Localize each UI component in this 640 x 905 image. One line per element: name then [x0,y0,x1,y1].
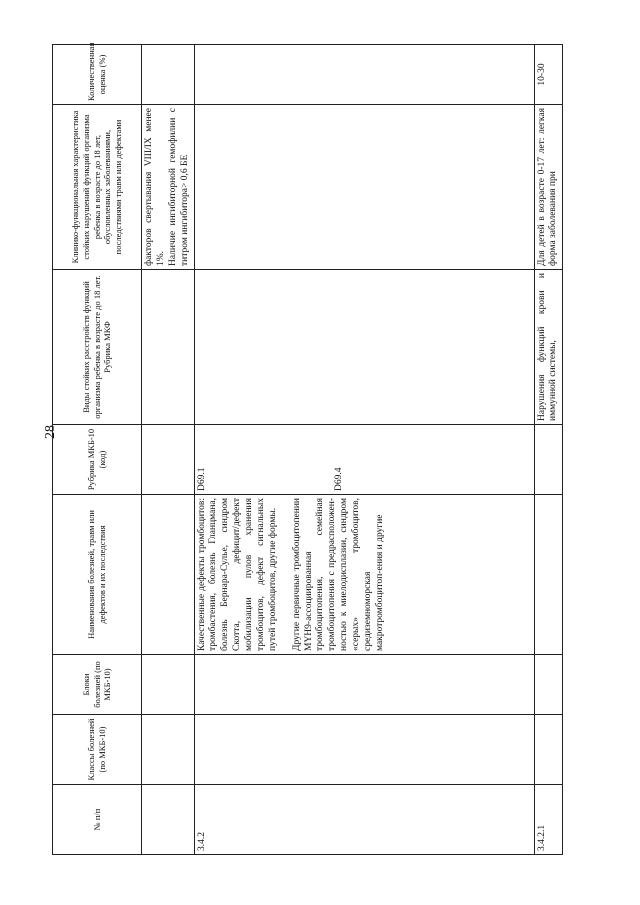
header-clinical: Клинико-функциональная характеристика стойких нарушений функций организма ребенка в возрасте до 18 лет, обусловленных заболеваниями, последствиями травм или дефектами [53,105,142,270]
disease-names-cell [194,495,534,655]
code-cell [194,425,534,495]
cell [534,495,563,655]
cell [194,105,534,270]
cell [142,495,195,655]
code-value: D69.4 [334,467,345,491]
clinical-line: Наличие ингибиторной гемофилии с титром ингибитора> 0,6 БЕ [167,108,190,266]
clinical-cell: Для детей в возрасте 0-17 лет: легкая форма заболевания при [534,105,563,270]
disease-name-block: Качественные дефекты тромбоцитов: тромбастения, болезнь Гланцмана, болезнь Бернара-Сулье, синдром Скотта, дефицит/дефект мобилизации пулов хранения тромбоцитов, дефект сигнальных путей тромбоцитов, другие формы. [196,498,278,651]
header-classes: Классы болезней (по МКБ-10) [53,715,142,785]
row-number: 3.4.2 [194,785,534,855]
cell [142,655,195,715]
page-number: 28 [43,425,58,439]
clinical-cell [142,105,195,270]
function-cell: Нарушения функций крови и иммунной системы, [534,270,563,425]
header-number: № п/п [53,785,142,855]
cell [142,715,195,785]
cell [142,425,195,495]
cell [142,270,195,425]
header-names: Наименования болезней, травм или дефектов и их последствия [53,495,142,655]
table-row [534,45,563,855]
header-blocks: Блоки болезней (по МКБ-10) [53,655,142,715]
cell [194,45,534,105]
disease-criteria-table [52,44,563,855]
clinical-line: факторов свертывания VIII/IX менее 1%. [144,108,166,266]
cell [142,45,195,105]
cell [194,655,534,715]
cell [534,715,563,785]
row-number: 3.4.2.1 [534,785,563,855]
code-value: D69.1 [196,467,207,491]
disease-name-block: Другие первичные тромбоцитопении MYH9-ассоциированная тромбоцитопения, семейная тромбоцитопения с предрасположен-ностью к миелодисплазии, синдром «серых» тромбоцитов, средиземноморская макротромбоцитоп-ения и другие [291,498,385,651]
cell [194,270,534,425]
header-row [53,45,142,855]
cell [194,715,534,785]
score-cell: 10-30 [534,45,563,105]
cell [534,655,563,715]
cell [142,785,195,855]
table-row [142,45,195,855]
table-row [194,45,534,855]
header-code: Рубрика МКБ-10 (код) [53,425,142,495]
rotated-table-wrapper [52,42,623,855]
header-function-types: Виды стойких расстройств функций организма ребенка в возрасте до 18 лет. Рубрика МКФ [53,270,142,425]
header-score: Количественная оценка (%) [53,45,142,105]
cell [534,425,563,495]
